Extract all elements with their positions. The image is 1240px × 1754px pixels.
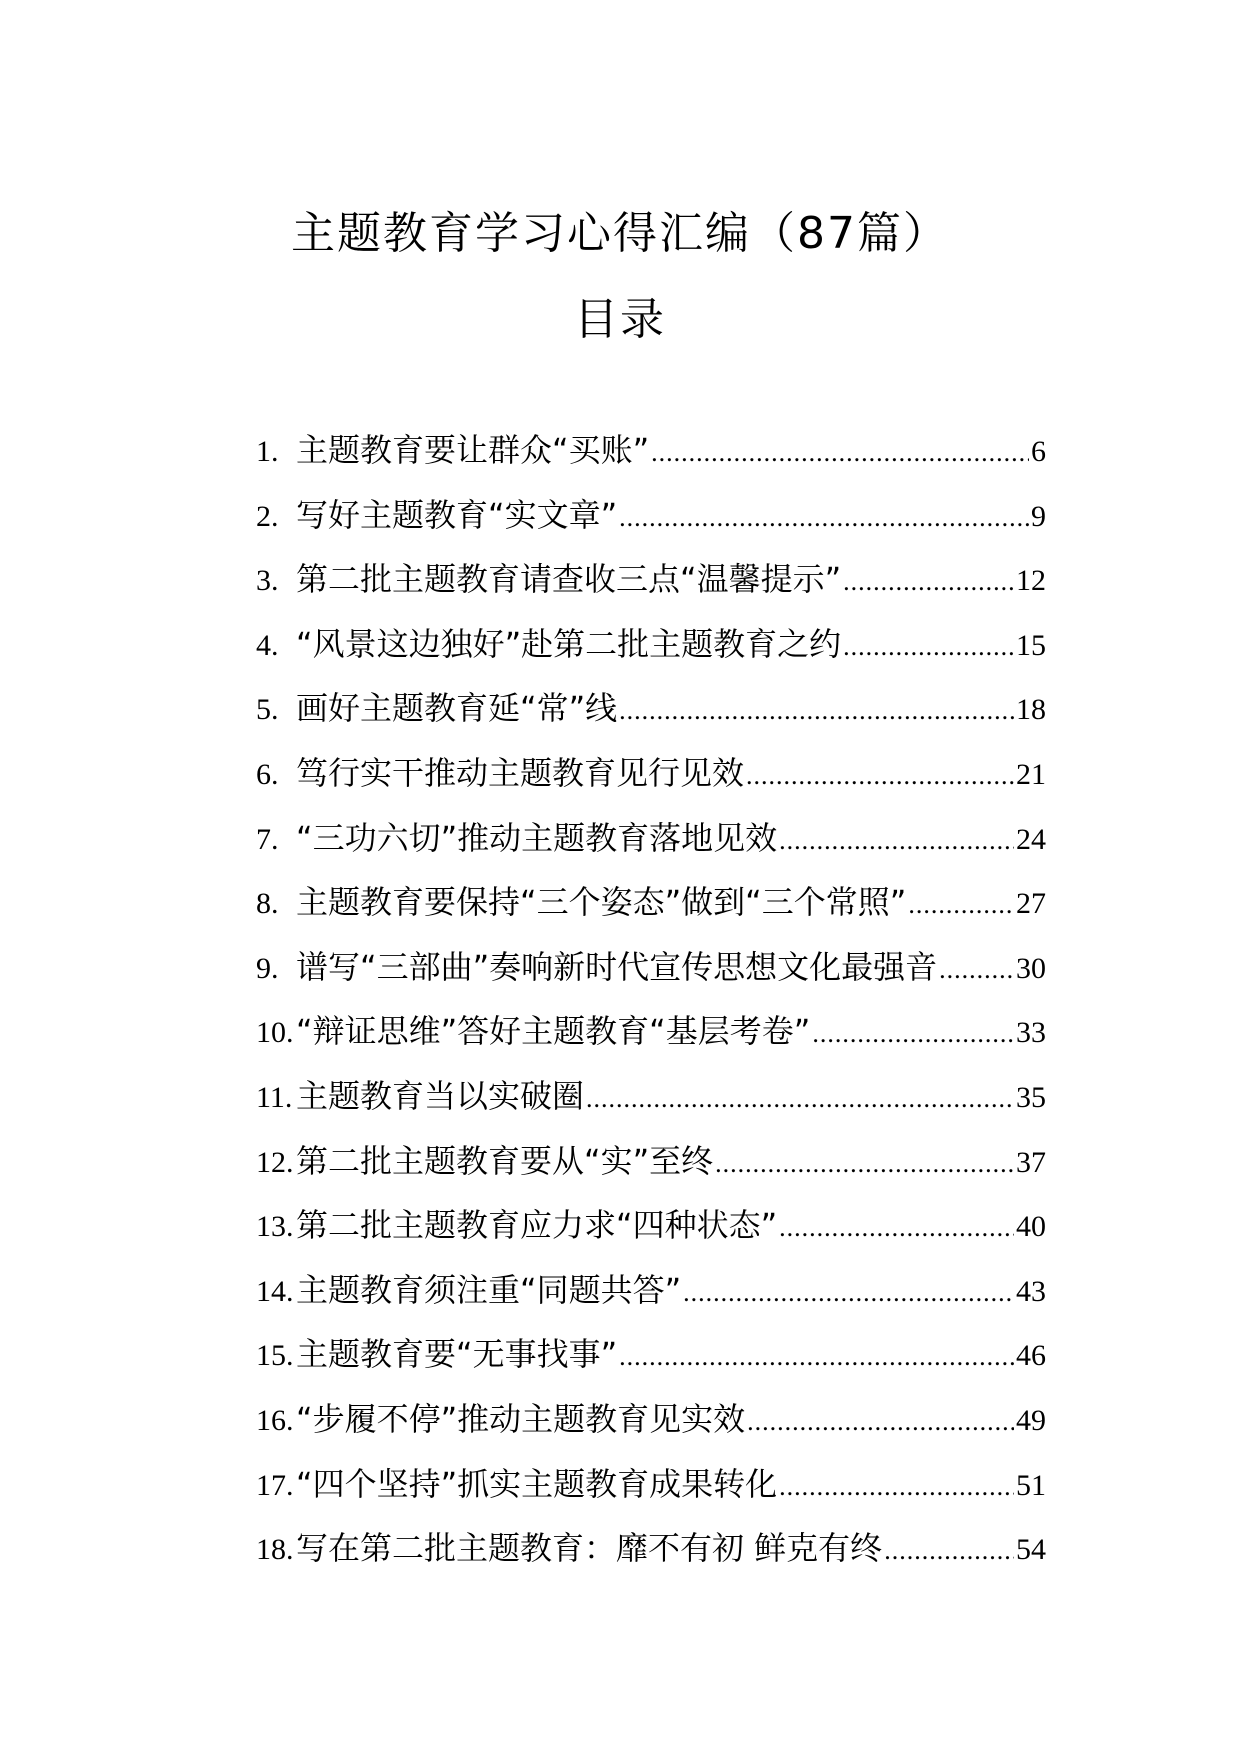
toc-leader-dots <box>939 948 1014 992</box>
toc-entry-page: 51 <box>1016 1468 1046 1502</box>
toc-leader-dots <box>747 1400 1014 1444</box>
toc-entry-title: 笃行实干推动主题教育见行见效 <box>296 753 745 792</box>
toc-entry-page: 46 <box>1016 1339 1046 1373</box>
toc-entry-title: 写在第二批主题教育：靡不有初 鲜克有终 <box>296 1529 883 1568</box>
toc-leader-dots <box>843 560 1014 604</box>
toc-leader-dots <box>779 1206 1014 1250</box>
toc-entry[interactable] <box>256 1074 1046 1139</box>
toc-entry-page: 49 <box>1016 1403 1046 1437</box>
toc-entry-number: 9. <box>256 951 279 985</box>
toc-entry-page: 12 <box>1016 564 1046 598</box>
toc-entry[interactable] <box>256 880 1046 945</box>
toc-entry-number: 14. <box>256 1274 294 1308</box>
toc-leader-dots <box>779 1465 1014 1509</box>
toc-leader-dots <box>619 496 1029 540</box>
toc-entry[interactable] <box>256 816 1046 881</box>
toc-entry-number: 10. <box>256 1016 294 1050</box>
table-of-contents <box>256 428 1046 1591</box>
toc-entry-title: 主题教育须注重“同题共答” <box>296 1270 682 1309</box>
toc-entry-number: 15. <box>256 1339 294 1373</box>
toc-leader-dots <box>586 1077 1014 1121</box>
toc-entry-number: 4. <box>256 628 279 662</box>
toc-entry[interactable] <box>256 1203 1046 1268</box>
toc-leader-dots <box>746 754 1014 798</box>
toc-entry-number: 7. <box>256 822 279 856</box>
toc-entry[interactable] <box>256 686 1046 751</box>
toc-entry-number: 6. <box>256 757 279 791</box>
toc-entry[interactable] <box>256 1139 1046 1204</box>
toc-entry-title: 谱写“三部曲”奏响新时代宣传思想文化最强音 <box>296 947 938 986</box>
toc-entry-number: 16. <box>256 1403 294 1437</box>
toc-entry-title: 第二批主题教育要从“实”至终 <box>296 1141 714 1180</box>
toc-entry-title: “步履不停”推动主题教育见实效 <box>296 1399 746 1438</box>
toc-entry[interactable] <box>256 1526 1046 1591</box>
toc-entry[interactable] <box>256 751 1046 816</box>
toc-entry-number: 11. <box>256 1080 293 1114</box>
toc-heading: 目录 <box>574 294 666 345</box>
toc-entry-page: 15 <box>1016 628 1046 662</box>
toc-leader-dots <box>812 1012 1014 1056</box>
toc-entry-page: 21 <box>1016 757 1046 791</box>
toc-entry-number: 2. <box>256 499 279 533</box>
toc-entry-number: 12. <box>256 1145 294 1179</box>
toc-entry-title: “三功六切”推动主题教育落地见效 <box>296 818 778 857</box>
toc-entry-page: 54 <box>1016 1533 1046 1567</box>
toc-entry[interactable] <box>256 945 1046 1010</box>
toc-entry-number: 5. <box>256 693 279 727</box>
toc-entry-page: 6 <box>1031 435 1046 468</box>
toc-entry-title: “风景这边独好”赴第二批主题教育之约 <box>296 624 842 663</box>
toc-entry-number: 17. <box>256 1468 294 1502</box>
toc-entry[interactable] <box>256 1462 1046 1527</box>
toc-leader-dots <box>843 625 1014 669</box>
toc-entry-page: 18 <box>1016 693 1046 727</box>
toc-entry[interactable] <box>256 493 1046 558</box>
toc-entry-page: 43 <box>1016 1274 1046 1308</box>
toc-leader-dots <box>908 883 1014 927</box>
toc-entry[interactable] <box>256 1268 1046 1333</box>
toc-leader-dots <box>619 689 1014 733</box>
toc-entry-title: 第二批主题教育请查收三点“温馨提示” <box>296 560 842 599</box>
toc-leader-dots <box>651 431 1029 475</box>
toc-entry-number: 8. <box>256 887 279 921</box>
toc-entry[interactable] <box>256 1332 1046 1397</box>
toc-leader-dots <box>715 1142 1014 1186</box>
toc-entry[interactable] <box>256 1009 1046 1074</box>
toc-entry-page: 33 <box>1016 1016 1046 1050</box>
toc-entry-title: 主题教育要让群众“买账” <box>296 431 650 469</box>
toc-entry-page: 35 <box>1016 1080 1046 1114</box>
toc-entry-number: 1. <box>256 435 279 468</box>
toc-entry-title: “四个坚持”抓实主题教育成果转化 <box>296 1464 778 1503</box>
toc-leader-dots <box>779 819 1014 863</box>
toc-entry-page: 30 <box>1016 951 1046 985</box>
toc-entry-page: 37 <box>1016 1145 1046 1179</box>
toc-leader-dots <box>884 1529 1014 1573</box>
toc-entry-title: 写好主题教育“实文章” <box>296 495 618 534</box>
toc-entry-number: 13. <box>256 1210 294 1244</box>
toc-entry[interactable] <box>256 1397 1046 1462</box>
toc-entry-number: 18. <box>256 1533 294 1567</box>
toc-entry-number: 3. <box>256 564 279 598</box>
toc-entry[interactable] <box>256 622 1046 687</box>
document-title: 主题教育学习心得汇编（87篇） <box>291 208 949 259</box>
toc-leader-dots <box>619 1335 1014 1379</box>
toc-entry-page: 40 <box>1016 1210 1046 1244</box>
toc-entry[interactable] <box>256 557 1046 622</box>
toc-entry-title: 画好主题教育延“常”线 <box>296 689 618 728</box>
toc-entry[interactable] <box>256 428 1046 493</box>
toc-entry-page: 24 <box>1016 822 1046 856</box>
toc-entry-title: “辩证思维”答好主题教育“基层考卷” <box>296 1012 811 1051</box>
toc-entry-title: 主题教育要保持“三个姿态”做到“三个常照” <box>296 883 907 922</box>
toc-entry-title: 主题教育要“无事找事” <box>296 1335 618 1374</box>
toc-entry-title: 主题教育当以实破圈 <box>296 1076 585 1115</box>
toc-entry-title: 第二批主题教育应力求“四种状态” <box>296 1206 778 1245</box>
toc-entry-page: 9 <box>1031 499 1046 533</box>
toc-entry-page: 27 <box>1016 887 1046 921</box>
toc-leader-dots <box>683 1271 1014 1315</box>
